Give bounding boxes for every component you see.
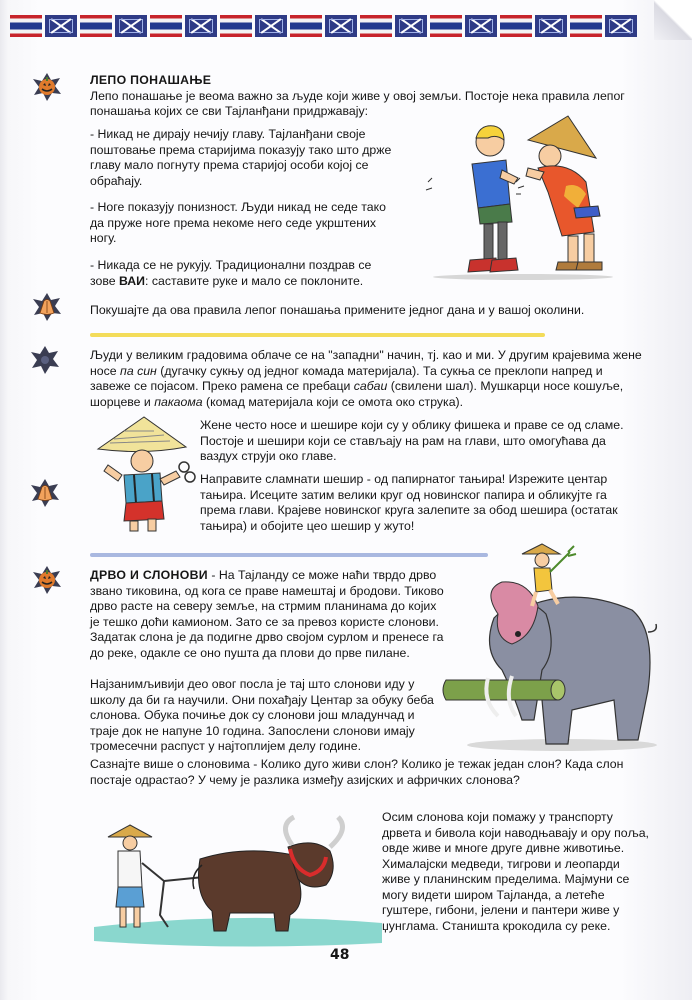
- cross-flag-icon: [185, 15, 217, 37]
- animals-paragraph: Осим слонова који помажу у транспорту дрвета и бивола који наводњавају и ору поља, овде живе и многе друге дивне животиње. Хималајски медведи, тигрови и леопарди живе у планинским пределима. Мајмуни се могу видети широм Тајланда, а летеће гуштере, гибони, јелени и пантери живе у џунглама. Станишта крокодила су реке.: [382, 810, 649, 933]
- page-number: 48: [330, 947, 350, 963]
- farmer-and-buffalo-illustration: [94, 815, 384, 950]
- pasin-term: па син: [120, 363, 157, 378]
- thai-flag-icon: [80, 15, 112, 37]
- wood-paragraph-1: [90, 568, 445, 661]
- cross-flag-icon: [45, 15, 77, 37]
- jack-o-lantern-icon: [32, 72, 62, 102]
- cross-flag-icon: [115, 15, 147, 37]
- manners-rule-2: - Ноге показују понизност. Људи никад не седе тако да пруже ноге према некоме него седе укрштених ногу.: [90, 200, 386, 245]
- manners-activity: Покушајте да ова правила лепог понашања примените једног дана и у вашој околини.: [90, 303, 585, 317]
- wai-term: ВАИ: [119, 273, 145, 288]
- manners-intro: Лепо понашање је веома важно за људе који живе у овој земљи. Постоје нека правила лепог понашања којих се сви Тајланђани придржавају:: [90, 88, 625, 118]
- clothing-text-b: (дугачку сукњу од једног комада материјала). Та сукња се преклопи напред и завеже се појасом. Преко рамена се пребаци: [90, 363, 603, 393]
- cross-flag-icon: [535, 15, 567, 37]
- rule3-text-b: : саставите руке и мало се поклоните.: [145, 273, 364, 288]
- bowing-greeting-illustration: [418, 112, 630, 282]
- hats-paragraph: Жене често носе и шешире који су у облику фишека и праве се од сламе. Постоје и шешири који се стављају на рам на глави, што омогућава да ваздух струји око главе.: [200, 418, 624, 463]
- thai-flag-icon: [430, 15, 462, 37]
- praying-hands-icon: [32, 292, 62, 322]
- sabai-term: сабаи: [353, 379, 388, 393]
- clothing-paragraph: [90, 348, 645, 410]
- wood-paragraph-2: Најзанимљивији део овог посла је тај што слонови иду у школу да би га научили. Они похађају Центар за обуку беба слонова. Обука почиње док су слонови још младунчад и траје док не напуне 10 година. Запослени слонови имају тромесечни распуст у најтоплијем делу године.: [90, 677, 434, 753]
- clothing-text-a: Људи у великим градовима облаче се на "западни" начин, тј. као и ми. У другим крајевима жене носе: [90, 348, 642, 378]
- pakaoma-term: пакаома: [154, 394, 203, 409]
- thai-flag-icon: [360, 15, 392, 37]
- cross-flag-icon: [605, 15, 637, 37]
- rule3-text-a: - Никада се не рукују. Традиционални поздрав се зове: [90, 258, 372, 288]
- jack-o-lantern-icon: [32, 565, 62, 595]
- cross-flag-icon: [395, 15, 427, 37]
- elephant-question: Сазнајте више о слоновима - Колико дуго живи слон? Колико је тежак један слон? Када слон постаје одрастао? У чему је разлика између азијских и афричких слонова?: [90, 757, 624, 787]
- hat-activity: Направите сламнати шешир - од папирнатог тањира! Изрежите центар тањира. Исеците затим велики круг од новинског папира и обликујте га према глави. Крајеве новинског круга залепите за обод шешира (остатак тањира) и обојите цео шешир у жуто!: [200, 472, 618, 533]
- cross-flag-icon: [325, 15, 357, 37]
- elephant-with-log-illustration: [442, 540, 662, 755]
- clothing-text-d: (комад материјала који се омота око струка).: [202, 394, 464, 409]
- thai-flag-icon: [290, 15, 322, 37]
- manners-title: ЛЕПО ПОНАШАЊЕ: [90, 73, 212, 87]
- clothing-text-c: (свилени шал). Мушкарци носе кошуље, шорцеве и: [90, 379, 624, 409]
- cross-flag-icon: [255, 15, 287, 37]
- thai-flag-icon: [220, 15, 252, 37]
- wood-text: - На Тајланду се може наћи тврдо дрво звано тиковина, од кога се праве намештај и бродови. Тиково дрво расте на северу земље, на стрмим планинама до којих је тешко доћи камионом. Зато се за превоз користе слонови. Задатак слона је да подигне дрво својом сурлом и пренесе га до реке, одакле се оно пушта да плови до прве пилане.: [90, 568, 444, 660]
- flag-border: [10, 15, 660, 39]
- thai-flag-icon: [10, 15, 42, 37]
- cross-flag-icon: [465, 15, 497, 37]
- thai-flag-icon: [570, 15, 602, 37]
- section-divider-yellow: [90, 333, 545, 337]
- manners-rule-1: - Никад не дирају нечију главу. Тајланђани своје поштовање према старијима показују тако што држе главу мало погнуту према старијој особи којој се обраћају.: [90, 127, 392, 188]
- star-badge-icon: [30, 345, 60, 375]
- wood-title: ДРВО И СЛОНОВИ: [90, 568, 208, 582]
- boy-with-paper-hat-illustration: [94, 415, 196, 533]
- section-divider-blue: [90, 553, 488, 557]
- thai-flag-icon: [500, 15, 532, 37]
- manners-rule-3: [90, 258, 395, 289]
- praying-hands-icon: [30, 478, 60, 508]
- thai-flag-icon: [150, 15, 182, 37]
